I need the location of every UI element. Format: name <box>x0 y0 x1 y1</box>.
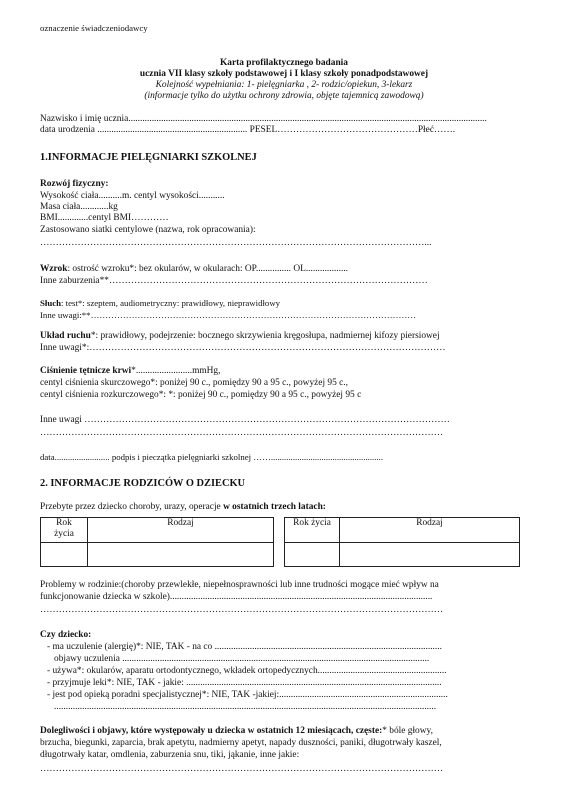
movement-other-field[interactable]: Inne uwagi*:…………………………………………………………………………………………………… <box>40 343 446 353</box>
pressure-line[interactable] <box>40 366 220 377</box>
vision-heading: Wzrok <box>40 264 68 274</box>
kind-cell[interactable] <box>340 543 520 567</box>
child-questions-heading: Czy dziecko: <box>40 630 92 640</box>
allergy-symptoms-field[interactable]: objawy uczulenia ................................................................................................................................... <box>54 654 430 664</box>
illness-question <box>40 502 326 513</box>
illness-prefix: Przebyte przez dziecko choroby, urazy, operacje <box>40 502 224 512</box>
fill-order-note: Kolejność wypełniania: 1- pielęgniarka , 2- rodzic/opiekun, 3-lekarz <box>155 80 413 90</box>
section-2-title: 2. INFORMACJE RODZICÓW O DZIECKU <box>40 478 246 489</box>
specialist-care-dots[interactable]: ................................................................................................................................................................... <box>54 702 437 712</box>
confidentiality-note: (informacje tylko do użytku ochrony zdrowia, objęte tajemnicą zawodową) <box>144 91 424 101</box>
hearing-line[interactable] <box>40 298 280 309</box>
bmi-field[interactable]: BMI.............centyl BMI………… <box>40 213 169 223</box>
hearing-heading: Słuch <box>40 298 62 308</box>
pressure-text: *........................mmHg, <box>131 366 221 376</box>
height-field[interactable]: Wysokość ciała..........m. centyl wysokości........... <box>40 191 225 201</box>
uses-aids-field[interactable]: - używa*: okularów, aparatu ortodontycznego, wkładek ortopedycznych....................................................... <box>47 666 447 676</box>
illness-table-right <box>284 517 520 567</box>
year-of-life-cell[interactable] <box>285 543 340 567</box>
centile-grid-label: Zastosowano siatki centylowe (nazwa, rok opracowania): <box>40 225 256 235</box>
provider-mark: oznaczenie świadczeniodawcy <box>40 23 148 33</box>
family-problems-label: Problemy w rodzinie:(choroby przewlekłe, niepełnosprawności lub inne trudności mogące mieć wpływ na <box>40 580 439 590</box>
kind-header: Rodzaj <box>340 518 520 543</box>
ailments-line-3: długotrwały katar, omdlenia, zaburzenia snu, tiki, jąkanie, inne jakie: <box>40 750 300 760</box>
other-notes-field[interactable]: Inne uwagi ……………………………………………………………………………………………………… <box>40 415 450 425</box>
birth-pesel-sex-field[interactable]: data urodzenia ................................................................ PESEL………………………………………Płeć……. <box>40 125 456 135</box>
mass-field[interactable]: Masa ciała............kg <box>40 202 118 212</box>
year-of-life-header: Rok życia <box>41 518 88 543</box>
vision-other-field[interactable]: Inne zaburzenia**………………………………………………………………………………………… <box>40 276 428 286</box>
year-of-life-cell[interactable] <box>41 543 88 567</box>
movement-line[interactable] <box>40 331 440 342</box>
systolic-centile-line[interactable]: centyl ciśnienia skurczowego*: poniżej 90 c., pomiędzy 90 a 95 c., powyżej 95 c., <box>40 378 348 388</box>
vision-line[interactable] <box>40 264 348 275</box>
ailments-line-2: brzucha, biegunki, zaparcia, brak apetytu, nadmierny apetyt, napady duszności, paniki, długotrwały kaszel, <box>40 738 442 748</box>
diastolic-centile-line[interactable]: centyl ciśnienia rozkurczowego*: *: poniżej 90 c., pomiędzy 90 a 95 c., powyżej 95 c <box>40 390 362 400</box>
movement-heading: Układ ruchu <box>40 331 91 341</box>
medication-field[interactable]: - przyjmuje leki*: NIE, TAK - jakie: ............................................................................................................. <box>47 678 442 688</box>
centile-grid-field[interactable]: ……………………………………………………………………………………………………………... <box>40 238 432 248</box>
year-of-life-header: Rok życia <box>285 518 340 543</box>
other-notes-dots[interactable]: ………………………………………………………………………………………………………………… <box>40 428 444 438</box>
document-subtitle: ucznia VII klasy szkoły podstawowej i I klasy szkoły ponadpodstawowej <box>139 69 429 79</box>
ailments-field[interactable]: ………………………………………………………………………………………………………………… <box>40 764 444 774</box>
hearing-other-field[interactable]: Inne uwagi:**………………………………………………………………………………………………… <box>40 310 417 320</box>
kind-cell[interactable] <box>88 543 274 567</box>
vision-text: : ostrość wzroku*: bez okularów, w okularach: OP............... OL.................. <box>67 264 349 274</box>
ailments-first: * bóle głowy, <box>382 726 433 736</box>
pressure-heading: Ciśnienie tętnicze krwi <box>40 366 132 376</box>
specialist-care-field[interactable]: - jest pod opieką poradni specjalistycznej*: NIE, TAK -jakiej:........................................................................ <box>47 690 448 700</box>
illness-period: w ostatnich trzech latach: <box>223 502 326 512</box>
ailments-heading: Dolegliwości i objawy, które występowały u dziecka w ostatnich 12 miesiącach, częste: <box>40 726 383 736</box>
nurse-signature-line[interactable]: data......................... podpis i pieczątka pielęgniarki szkolnej ……................................................... <box>40 452 384 462</box>
family-problems-field[interactable]: funkcjonowanie dziecka w szkole)................................................................................................................ <box>40 592 433 602</box>
student-name-field[interactable]: Nazwisko i imię ucznia......................................................................................................................................................... <box>40 114 487 124</box>
hearing-text: : test*: szeptem, audiometryczny: prawidłowy, nieprawidłowy <box>61 298 281 308</box>
movement-text: *: prawidłowy, podejrzenie: bocznego skrzywienia kręgosłupa, nadmiernej kifozy piersiowej <box>90 331 440 341</box>
illness-table-left <box>40 517 274 567</box>
ailments-line-1 <box>40 726 433 737</box>
section-1-title: 1.INFORMACJE PIELĘGNIARKI SZKOLNEJ <box>40 152 257 163</box>
allergy-field[interactable]: - ma uczulenie (alergię)*: NIE, TAK - na co ................................................................................................. <box>47 642 442 652</box>
kind-header: Rodzaj <box>88 518 274 543</box>
document-title: Karta profilaktycznego badania <box>220 58 348 68</box>
development-heading: Rozwój fizyczny: <box>40 179 109 189</box>
family-problems-dots[interactable]: ………………………………………………………………………………………………………………… <box>40 605 444 615</box>
